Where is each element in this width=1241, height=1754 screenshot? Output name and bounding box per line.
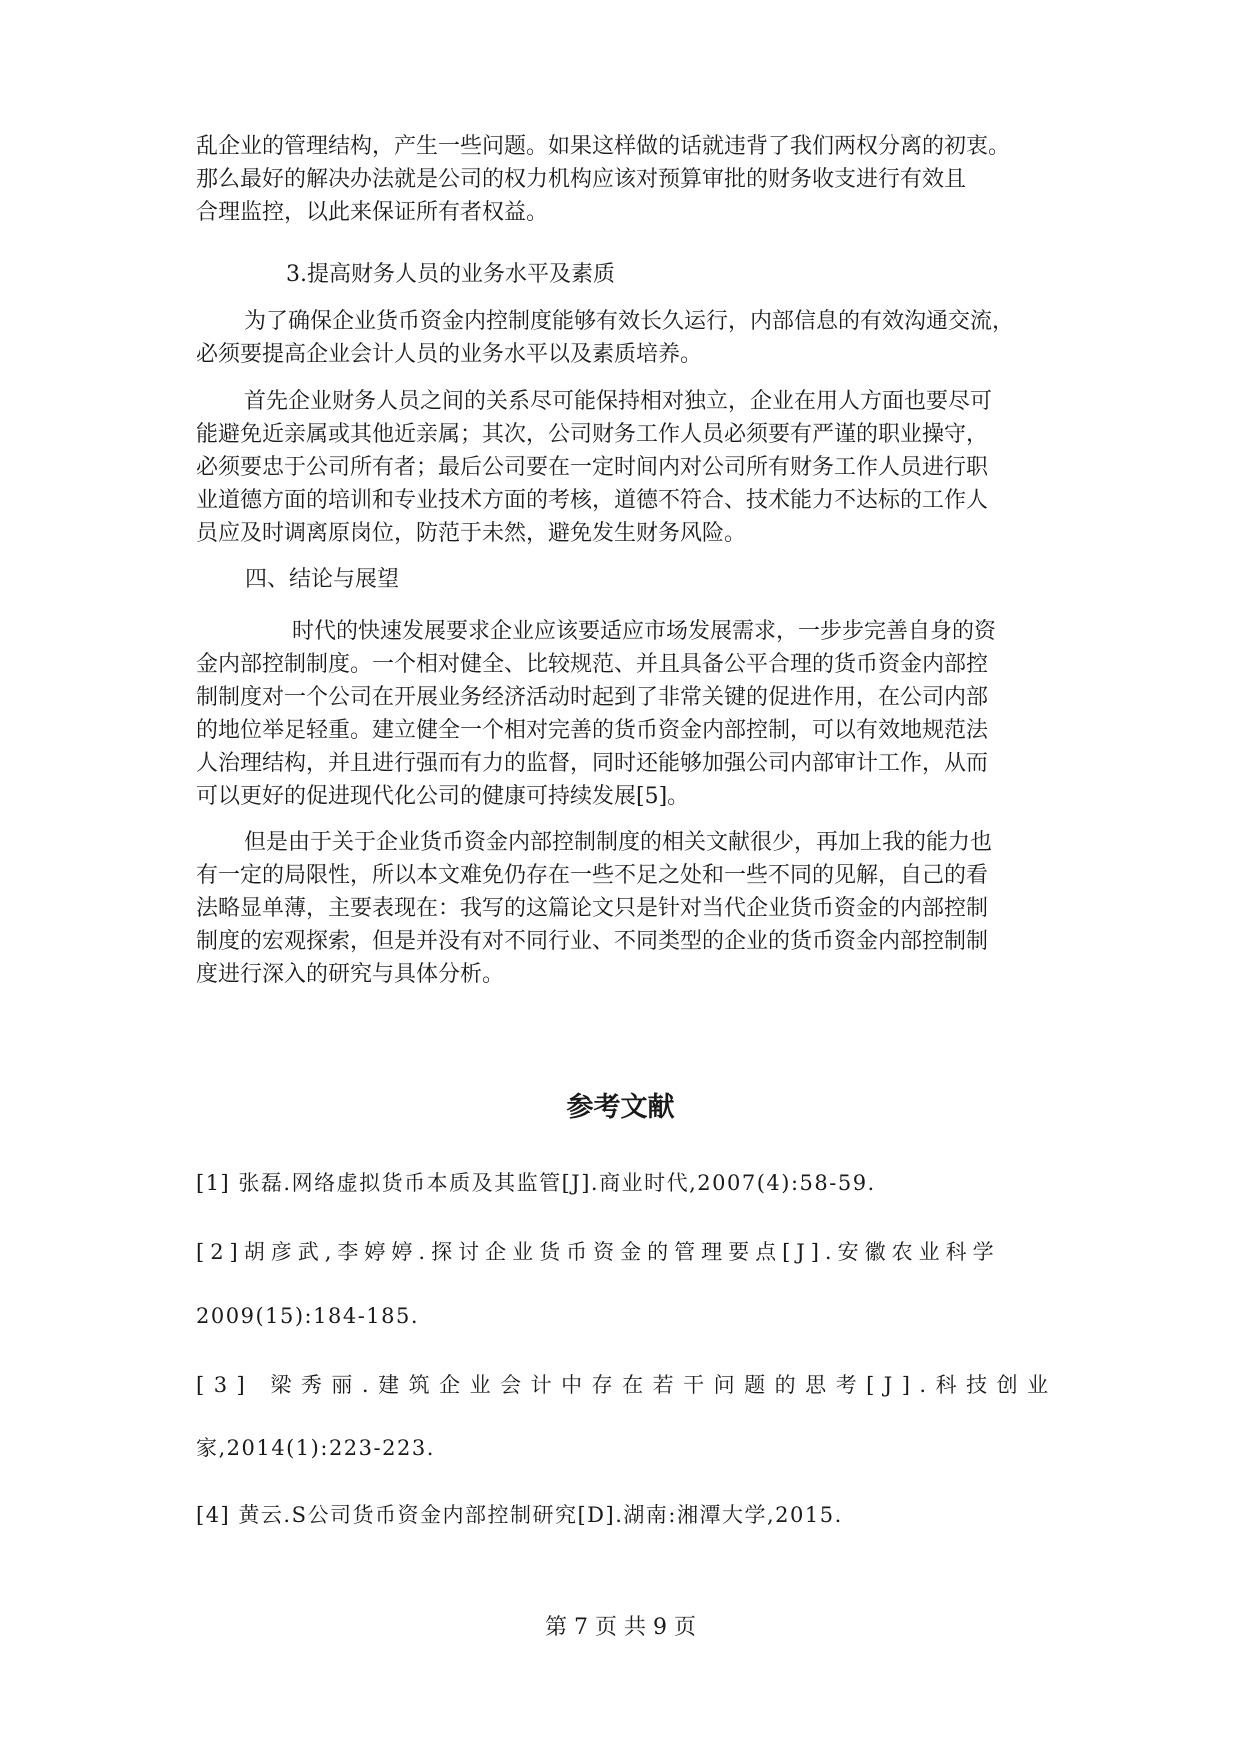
text-line: 为了确保企业货币资金内控制度能够有效长久运行，内部信息的有效沟通交流，	[244, 309, 1015, 334]
text-line: 可以更好的促进现代化公司的健康可持续发展[5]。	[196, 784, 690, 809]
text-line: 人治理结构，并且进行强而有力的监督，同时还能够加强公司内部审计工作，从而	[196, 751, 989, 776]
paragraph	[196, 615, 1086, 813]
text-line: 那么最好的解决办法就是公司的权力机构应该对预算审批的财务收支进行有效且	[196, 167, 967, 192]
text-line: 乱企业的管理结构，产生一些问题。如果这样做的话就违背了我们两权分离的初衷。	[196, 134, 1011, 159]
paragraph	[196, 826, 1086, 991]
paragraph	[196, 385, 1086, 550]
text-line: 能避免近亲属或其他近亲属；其次，公司财务工作人员必须要有严谨的职业操守，	[196, 422, 989, 447]
text-line: 有一定的局限性，所以本文难免仍存在一些不足之处和一些不同的见解，自己的看	[196, 863, 989, 888]
paragraph-continuation	[196, 130, 1086, 229]
text-line: 制度的宏观探索，但是并没有对不同行业、不同类型的企业的货币资金内部控制制	[196, 929, 989, 954]
reference-item: [3] 梁秀丽.建筑企业会计中存在若干问题的思考[J].科技创业	[196, 1373, 1058, 1397]
text-line: 必须要忠于公司所有者；最后公司要在一定时间内对公司所有财务工作人员进行职	[196, 455, 989, 480]
text-line: 制制度对一个公司在开展业务经济活动时起到了非常关键的促进作用，在公司内部	[196, 685, 989, 710]
text-line: 必须要提高企业会计人员的业务水平以及素质培养。	[196, 342, 703, 367]
text-line: 金内部控制制度。一个相对健全、比较规范、并且具备公平合理的货币资金内部控	[196, 652, 989, 677]
reference-item: [2]胡彦武,李婷婷.探讨企业货币资金的管理要点[J].安徽农业科学	[196, 1240, 1000, 1264]
text-line: 时代的快速发展要求企业应该要适应市场发展需求，一步步完善自身的资	[292, 619, 997, 644]
reference-item-continuation: 家,2014(1):223-223.	[196, 1436, 435, 1460]
references-title: 参考文献	[566, 1092, 675, 1123]
text-line: 的地位举足轻重。建立健全一个相对完善的货币资金内部控制，可以有效地规范法	[196, 718, 989, 743]
reference-item-continuation: 2009(15):184-185.	[196, 1304, 420, 1328]
reference-item: [4] 黄云.S公司货币资金内部控制研究[D].湖南:湘潭大学,2015.	[196, 1503, 843, 1527]
text-line: 但是由于关于企业货币资金内部控制制度的相关文献很少，再加上我的能力也	[244, 830, 993, 855]
text-line: 度进行深入的研究与具体分析。	[196, 962, 505, 987]
text-line: 首先企业财务人员之间的关系尽可能保持相对独立，企业在用人方面也要尽可	[244, 389, 993, 414]
reference-item: [1] 张磊.网络虚拟货币本质及其监管[J].商业时代,2007(4):58-59.	[196, 1171, 876, 1195]
text-line: 业道德方面的培训和专业技术方面的考核，道德不符合、技术能力不达标的工作人	[196, 488, 989, 513]
subheading-3: 3.提高财务人员的业务水平及素质	[286, 262, 615, 287]
text-line: 员应及时调离原岗位，防范于未然，避免发生财务风险。	[196, 521, 747, 546]
text-line: 合理监控，以此来保证所有者权益。	[196, 200, 549, 225]
section-heading: 四、结论与展望	[245, 567, 400, 592]
paragraph	[196, 305, 1086, 371]
text-line: 法略显单薄，主要表现在：我写的这篇论文只是针对当代企业货币资金的内部控制	[196, 896, 989, 921]
page-number-footer: 第 7 页 共 9 页	[545, 1615, 696, 1640]
